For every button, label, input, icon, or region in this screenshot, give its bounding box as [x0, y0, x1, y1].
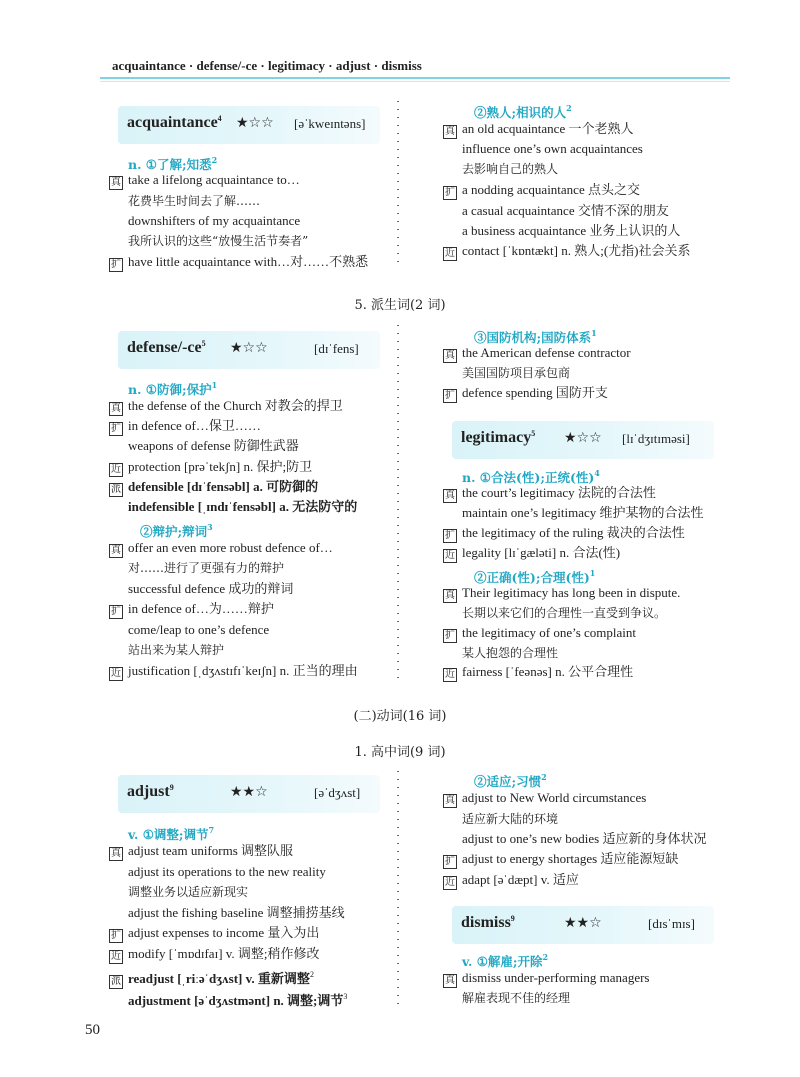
phonetic: [dɪˈfens] [314, 341, 359, 356]
example-line: 解雇表现不佳的经理 [462, 991, 571, 1005]
tag-zhen: 真 [445, 795, 455, 806]
example-line: 派 defensible [dɪˈfensəbl] a. 可防御的 [111, 479, 319, 495]
example-line: 近 modify [ˈmɒdɪfaɪ] v. 调整;稍作修改 [111, 946, 320, 962]
example-line: 真 take a lifelong acquaintance to… [111, 172, 300, 188]
example-line: influence one’s own acquaintances [462, 141, 643, 156]
example-line: indefensible [ˌɪndɪˈfensəbl] a. 无法防守的 [128, 499, 358, 514]
example-line: a business acquaintance 业务上认识的人 [462, 223, 681, 238]
example-line: 扩 adjust expenses to income 量入为出 [111, 925, 320, 941]
entry-defense-headword-box [118, 331, 380, 369]
example-line: 真 dismiss under-performing managers [445, 970, 650, 986]
frequency-stars: ★☆☆ [230, 340, 268, 356]
example-line: 近 protection [prəˈtekʃn] n. 保护;防卫 [111, 459, 313, 475]
example-line: 真 Their legitimacy has long been in dispute. [445, 585, 681, 601]
entry-headword: legitimacy$^5$ [461, 429, 536, 446]
example-line: adjust to one’s new bodies 适应新的身体状况 [462, 831, 707, 846]
header-title: acquaintance · defense/-ce · legitimacy · adjust · dismiss [112, 58, 422, 73]
example-line: adjust the fishing baseline 调整捕捞基线 [128, 905, 345, 920]
example-line: 扩 adjust to energy shortages 适应能源短缺 [445, 851, 679, 867]
example-line: 真 the American defense contractor [445, 345, 631, 361]
example-line: 扩 in defence of…为……辩护 [111, 601, 274, 617]
example-line: 扩 the legitimacy of one’s complaint [445, 625, 637, 641]
tag-kuo: 扩 [445, 856, 455, 867]
header-rule-thin [100, 81, 730, 82]
example-line: adjust its operations to the new reality [128, 864, 326, 879]
sense-label: n. ①合法(性);正统(性)$^4$ [462, 468, 600, 485]
example-line: 真 adjust team uniforms 调整队服 [111, 843, 294, 859]
tag-jin: 近 [445, 669, 455, 680]
sense-label: ②正确(性);合理(性)$^1$ [474, 568, 596, 585]
example-line: 扩 have little acquaintance with…对……不熟悉 [111, 254, 369, 270]
example-line: 真 the court’s legitimacy 法院的合法性 [445, 485, 656, 501]
entry-adjust-headword-box [118, 775, 380, 813]
example-line: 近 adapt [əˈdæpt] v. 适应 [445, 872, 579, 888]
example-line: downshifters of my acquaintance [128, 213, 301, 228]
sense-label: n. ①了解;知悉$^2$ [128, 155, 218, 172]
example-line: 站出来为某人辩护 [128, 643, 225, 657]
frequency-stars: ★☆☆ [564, 430, 602, 446]
tag-zhen: 真 [111, 545, 121, 556]
example-line: a casual acquaintance 交情不深的朋友 [462, 203, 669, 218]
tag-pai: 派 [111, 484, 121, 495]
tag-zhen: 真 [111, 403, 121, 414]
frequency-stars: ★☆☆ [236, 115, 274, 131]
entry-acquaintance-headword-box [118, 106, 380, 144]
tag-zhen: 真 [111, 177, 121, 188]
tag-kuo: 扩 [445, 187, 455, 198]
example-line: maintain one’s legitimacy 维护某物的合法性 [462, 505, 704, 520]
example-line: 去影响自己的熟人 [462, 162, 559, 176]
example-line: 我所认识的这些“放慢生活节奏者” [128, 234, 309, 248]
entry-headword: adjust$^9$ [127, 783, 174, 800]
tag-zhen: 真 [111, 848, 121, 859]
column-divider [397, 322, 399, 678]
example-line: successful defence 成功的辩词 [128, 581, 294, 596]
tag-kuo: 扩 [111, 423, 121, 434]
sense-label: v. ①调整;调节$^7$ [128, 825, 215, 842]
frequency-stars: ★★☆ [230, 784, 268, 800]
phonetic: [lɪˈdʒɪtɪməsi] [622, 431, 690, 446]
example-line: 派 readjust [ˌriːəˈdʒʌst] v. 重新调整$^2$ [111, 970, 314, 987]
tag-zhen: 真 [445, 975, 455, 986]
column-divider [397, 98, 399, 268]
tag-kuo: 扩 [111, 930, 121, 941]
tag-zhen: 真 [445, 350, 455, 361]
tag-jin: 近 [111, 464, 121, 475]
example-line: 近 legality [lɪˈgæləti] n. 合法(性) [445, 545, 621, 561]
section-heading-derived: 5. 派生词(2 词) [354, 298, 446, 313]
example-line: 真 an old acquaintance 一个老熟人 [445, 121, 634, 137]
entry-headword: dismiss$^9$ [461, 914, 515, 931]
sense-label: ②熟人;相识的人$^2$ [474, 103, 572, 120]
tag-jin: 近 [445, 248, 455, 259]
tag-kuo: 扩 [445, 530, 455, 541]
example-line: 扩 a nodding acquaintance 点头之交 [445, 182, 640, 198]
example-line: 近 justification [ˌdʒʌstɪfɪˈkeɪʃn] n. 正当的理由 [111, 663, 358, 679]
page-number: 50 [85, 1022, 100, 1038]
tag-zhen: 真 [445, 490, 455, 501]
phonetic: [əˈdʒʌst] [314, 785, 361, 800]
section-heading-verbs: (二)动词(16 词) [353, 709, 447, 724]
example-line: 真 offer an even more robust defence of… [111, 540, 333, 556]
example-line: 适应新大陆的环境 [462, 812, 559, 826]
example-line: 近 contact [ˈkɒntækt] n. 熟人;(尤指)社会关系 [445, 243, 691, 259]
example-line: come/leap to one’s defence [128, 622, 270, 637]
sense-label: n. ①防御;保护$^1$ [128, 380, 218, 397]
tag-kuo: 扩 [445, 630, 455, 641]
example-line: 某人抱怨的合理性 [462, 646, 559, 660]
example-line: 调整业务以适应新现实 [128, 885, 249, 899]
tag-zhen: 真 [445, 590, 455, 601]
sense-label: ②适应;习惯$^2$ [474, 772, 547, 789]
example-line: 花费毕生时间去了解…… [128, 194, 261, 208]
tag-jin: 近 [111, 668, 121, 679]
phonetic: [dɪsˈmɪs] [648, 916, 695, 931]
example-line: adjustment [əˈdʒʌstmənt] n. 调整;调节$^3$ [128, 992, 348, 1008]
example-line: 扩 in defence of…保卫…… [111, 418, 261, 434]
sense-label: ③国防机构;国防体系$^1$ [474, 328, 597, 345]
header-rule [100, 77, 730, 79]
example-line: 长期以来它们的合理性一直受到争议。 [462, 606, 667, 620]
entry-legitimacy-headword-box [452, 421, 714, 459]
example-line: 美国国防项目承包商 [462, 366, 571, 380]
phonetic: [əˈkweɪntəns] [294, 116, 366, 131]
column-divider [397, 768, 399, 1008]
tag-jin: 近 [445, 550, 455, 561]
example-line: 近 fairness [ˈfeənəs] n. 公平合理性 [445, 664, 634, 680]
tag-kuo: 扩 [445, 390, 455, 401]
tag-jin: 近 [445, 877, 455, 888]
entry-headword: defense/$-ce^5$ [127, 339, 206, 356]
sense-label: ②辩护;辩词$^3$ [140, 522, 213, 539]
section-heading-high: 1. 高中词(9 词) [354, 745, 446, 760]
frequency-stars: ★★☆ [564, 915, 602, 931]
tag-jin: 近 [111, 951, 121, 962]
example-line: 真 adjust to New World circumstances [445, 790, 647, 806]
tag-zhen: 真 [445, 126, 455, 137]
tag-kuo: 扩 [111, 259, 121, 270]
tag-kuo: 扩 [111, 606, 121, 617]
entry-headword: acquaintance$^4$ [127, 114, 222, 131]
entry-dismiss-headword-box [452, 906, 714, 944]
example-line: 对……进行了更强有力的辩护 [128, 561, 285, 575]
example-line: 扩 the legitimacy of the ruling 裁决的合法性 [445, 525, 685, 541]
example-line: 真 the defense of the Church 对教会的捍卫 [111, 398, 343, 414]
tag-pai: 派 [111, 976, 121, 987]
example-line: weapons of defense 防御性武器 [128, 438, 299, 453]
example-line: 扩 defence spending 国防开支 [445, 385, 608, 401]
sense-label: v. ①解雇;开除$^2$ [462, 952, 549, 969]
